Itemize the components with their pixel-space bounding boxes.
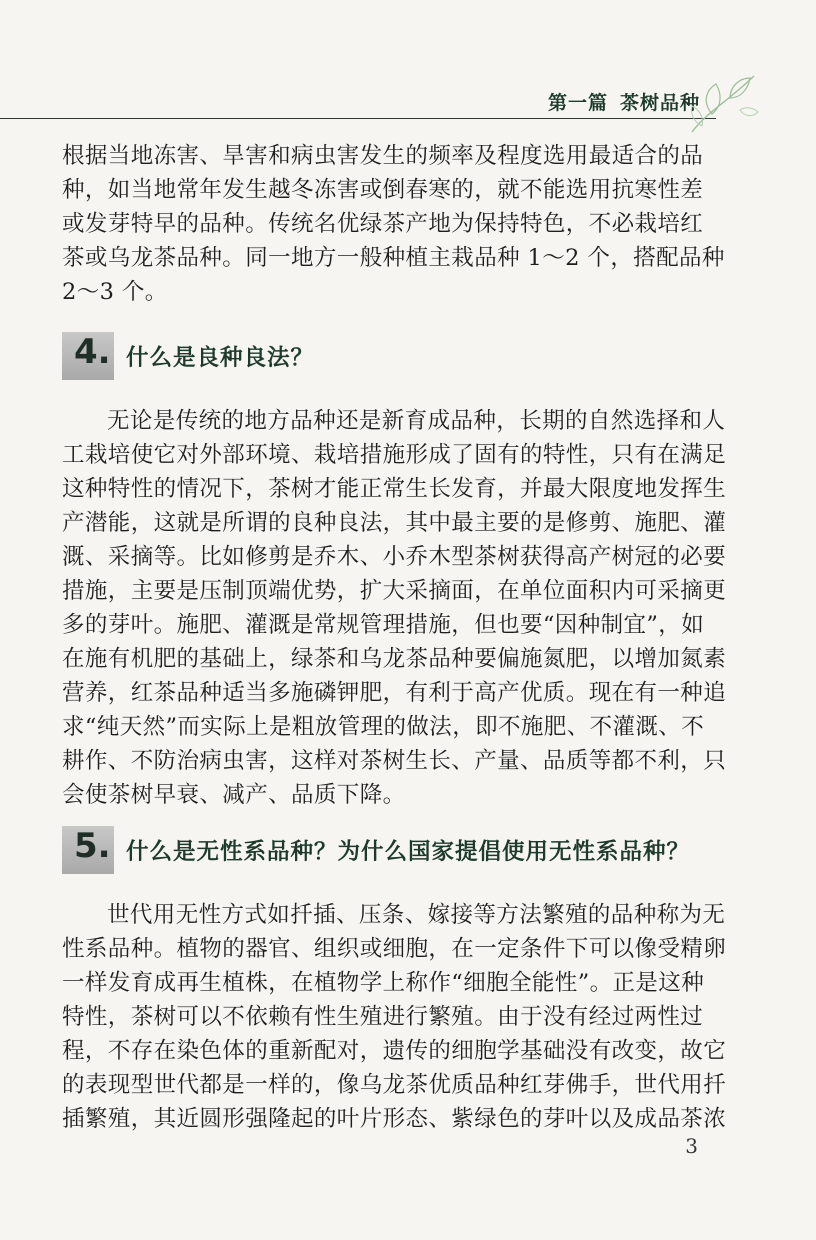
- question-number-box: [62, 332, 114, 380]
- header-chapter: 茶树品种: [619, 92, 700, 114]
- header-part: 第一篇: [547, 92, 608, 114]
- question-5-heading: [62, 826, 762, 874]
- text-line: 或发芽特早的品种。传统名优绿茶产地为保持特色，不必栽培红: [62, 211, 704, 237]
- text-line: 耕作、不防治病虫害，这样对茶树生长、产量、品质等都不利，只: [62, 748, 727, 774]
- question-number: 5.: [74, 826, 111, 866]
- page-number: 3: [685, 1134, 698, 1158]
- text-line: 会使茶树早衰、减产、品质下降。: [62, 782, 406, 808]
- question-number-box: [62, 826, 114, 874]
- question-number: 4.: [74, 332, 111, 372]
- text-line: 溉、采摘等。比如修剪是乔木、小乔木型茶树获得高产树冠的必要: [62, 544, 727, 570]
- text-line: 世代用无性方式如扦插、压条、嫁接等方法繁殖的品种称为无: [107, 902, 726, 928]
- text-line: 特性，茶树可以不依赖有性生殖进行繁殖。由于没有经过两性过: [62, 1004, 704, 1030]
- text-line: 一样发育成再生植株，在植物学上称作“细胞全能性”。正是这种: [62, 970, 705, 996]
- text-line: 多的芽叶。施肥、灌溉是常规管理措施，但也要“因种制宜”，如: [62, 612, 705, 638]
- question-5-body: [62, 898, 727, 1136]
- text-line: 根据当地冻害、旱害和病虫害发生的频率及程度选用最适合的品: [62, 143, 704, 169]
- intro-paragraph: [62, 139, 725, 309]
- text-line: 的表现型世代都是一样的，像乌龙茶优质品种红芽佛手，世代用扦: [62, 1072, 727, 1098]
- text-line: 无论是传统的地方品种还是新育成品种，长期的自然选择和人: [107, 408, 726, 434]
- text-line: 性系品种。植物的器官、组织或细胞，在一定条件下可以像受精卵: [62, 936, 727, 962]
- running-header: [548, 88, 700, 115]
- question-4-heading: [62, 332, 762, 380]
- question-4-body: [62, 404, 727, 812]
- text-line: 营养，红茶品种适当多施磷钾肥，有利于高产优质。现在有一种追: [62, 680, 727, 706]
- text-line: 工栽培使它对外部环境、栽培措施形成了固有的特性，只有在满足: [62, 442, 727, 468]
- header-rule: [0, 118, 716, 119]
- text-line: 2～3 个。: [62, 279, 168, 305]
- text-line: 程，不存在染色体的重新配对，遗传的细胞学基础没有改变，故它: [62, 1038, 727, 1064]
- text-line: 措施，主要是压制顶端优势，扩大采摘面，在单位面积内可采摘更: [62, 578, 727, 604]
- text-line: 种，如当地常年发生越冬冻害或倒春寒的，就不能选用抗寒性差: [62, 177, 704, 203]
- text-line: 产潜能，这就是所谓的良种良法，其中最主要的是修剪、施肥、灌: [62, 510, 727, 536]
- text-line: 求“纯天然”而实际上是粗放管理的做法，即不施肥、不灌溉、不: [62, 714, 705, 740]
- text-line: 插繁殖，其近圆形强隆起的叶片形态、紫绿色的芽叶以及成品茶浓: [62, 1106, 727, 1132]
- question-title: 什么是无性系品种？为什么国家提倡使用无性系品种？: [126, 839, 691, 865]
- text-line: 这种特性的情况下，茶树才能正常生长发育，并最大限度地发挥生: [62, 476, 727, 502]
- leaf-decoration-icon: [682, 62, 762, 142]
- question-title: 什么是良种良法？: [126, 345, 315, 371]
- text-line: 茶或乌龙茶品种。同一地方一般种植主栽品种 1～2 个，搭配品种: [62, 245, 725, 271]
- text-line: 在施有机肥的基础上，绿茶和乌龙茶品种要偏施氮肥，以增加氮素: [62, 646, 727, 672]
